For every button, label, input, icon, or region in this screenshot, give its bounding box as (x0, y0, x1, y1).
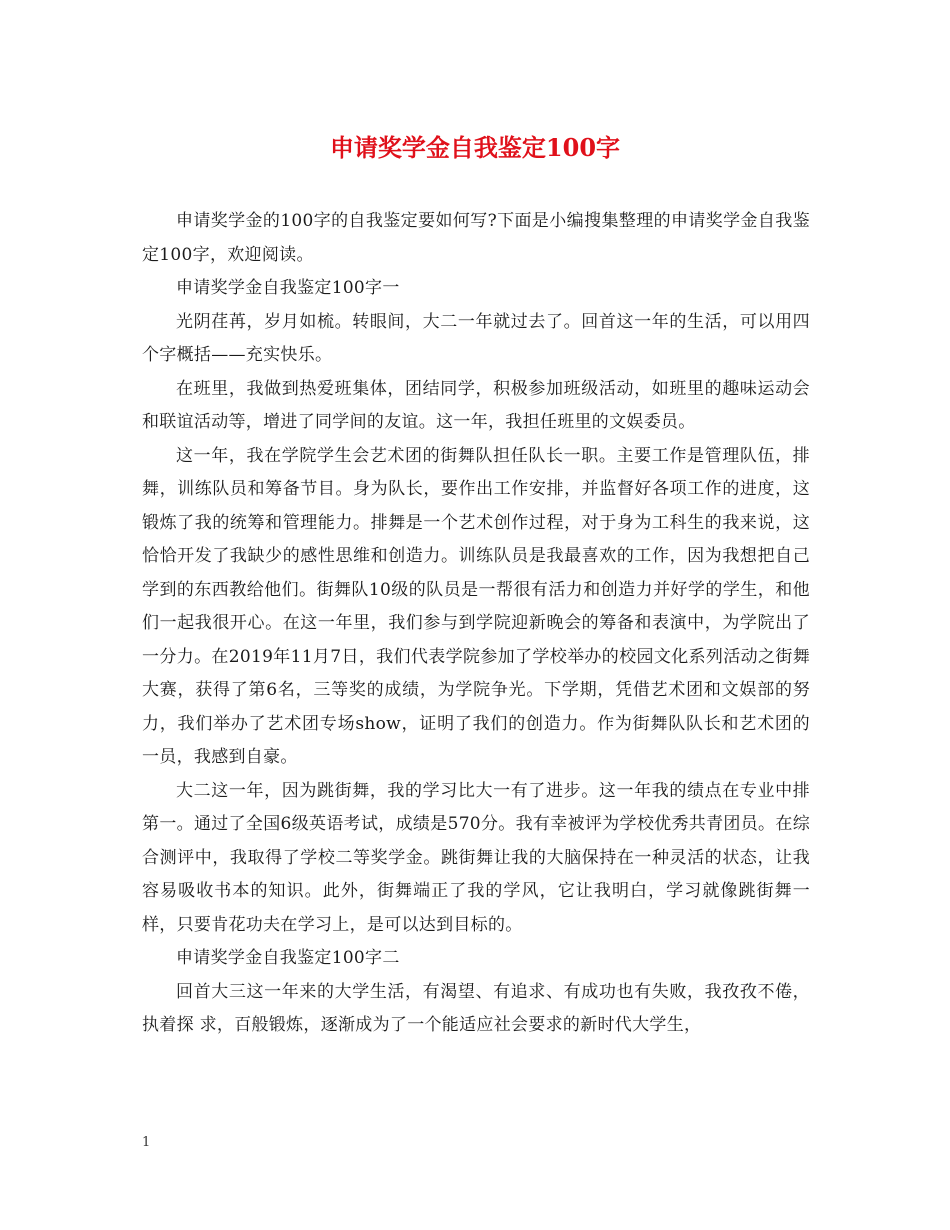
page-number: 1 (142, 1135, 151, 1150)
paragraph: 大二这一年，因为跳街舞，我的学习比大一有了进步。这一年我的绩点在专业中排第一。通过了全国6级英语考试，成绩是570分。我有幸被评为学校优秀共青团员。在综合测评中，我取得了学校二等奖学金。跳街舞让我的大脑保持在一种灵活的状态，让我容易吸收书本的知识。此外，街舞端正了我的学风，它让我明白，学习就像跳街舞一样，只要肯花功夫在学习上，是可以达到目标的。 (142, 780, 810, 935)
section-heading-2: 申请奖学金自我鉴定100字二 (176, 948, 400, 968)
paragraph: 在班里，我做到热爱班集体，团结同学，积极参加班级活动，如班里的趣味运动会和联谊活动等，增进了同学间的友谊。这一年，我担任班里的文娱委员。 (142, 378, 810, 432)
paragraph-intro: 申请奖学金的100字的自我鉴定要如何写?下面是小编搜集整理的申请奖学金自我鉴定100字，欢迎阅读。 (142, 211, 810, 265)
section-heading-1: 申请奖学金自我鉴定100字一 (176, 278, 400, 298)
paragraph: 回首大三这一年来的大学生活，有渴望、有追求、有成功也有失败，我孜孜不倦，执着探 求，百般锻炼，逐渐成为了一个能适应社会要求的新时代大学生， (142, 981, 810, 1035)
page-title: 申请奖学金自我鉴定100字 (329, 133, 621, 162)
paragraph: 这一年，我在学院学生会艺术团的街舞队担任队长一职。主要工作是管理队伍，排舞，训练队员和筹备节目。身为队长，要作出工作安排，并监督好各项工作的进度，这锻炼了我的统筹和管理能力。排舞是一个艺术创作过程，对于身为工科生的我来说，这恰恰开发了我缺少的感性思维和创造力。训练队员是我最喜欢的工作，因为我想把自己学到的东西教给他们。街舞队10级的队员是一帮很有活力和创造力并好学的学生，和他们一起我很开心。在这一年里，我们参与到学院迎新晚会的筹备和表演中，为学院出了一分力。在2019年11月7日，我们代表学院参加了学校举办的校园文化系列活动之街舞大赛，获得了第6名，三等奖的成绩，为学院争光。下学期，凭借艺术团和文娱部的努力，我们举办了艺术团专场show，证明了我们的创造力。作为街舞队队长和艺术团的一员，我感到自豪。 (142, 445, 810, 767)
paragraph: 光阴荏苒，岁月如梳。转眼间，大二一年就过去了。回首这一年的生活，可以用四个字概括——充实快乐。 (142, 311, 810, 365)
document-body (142, 205, 810, 1043)
